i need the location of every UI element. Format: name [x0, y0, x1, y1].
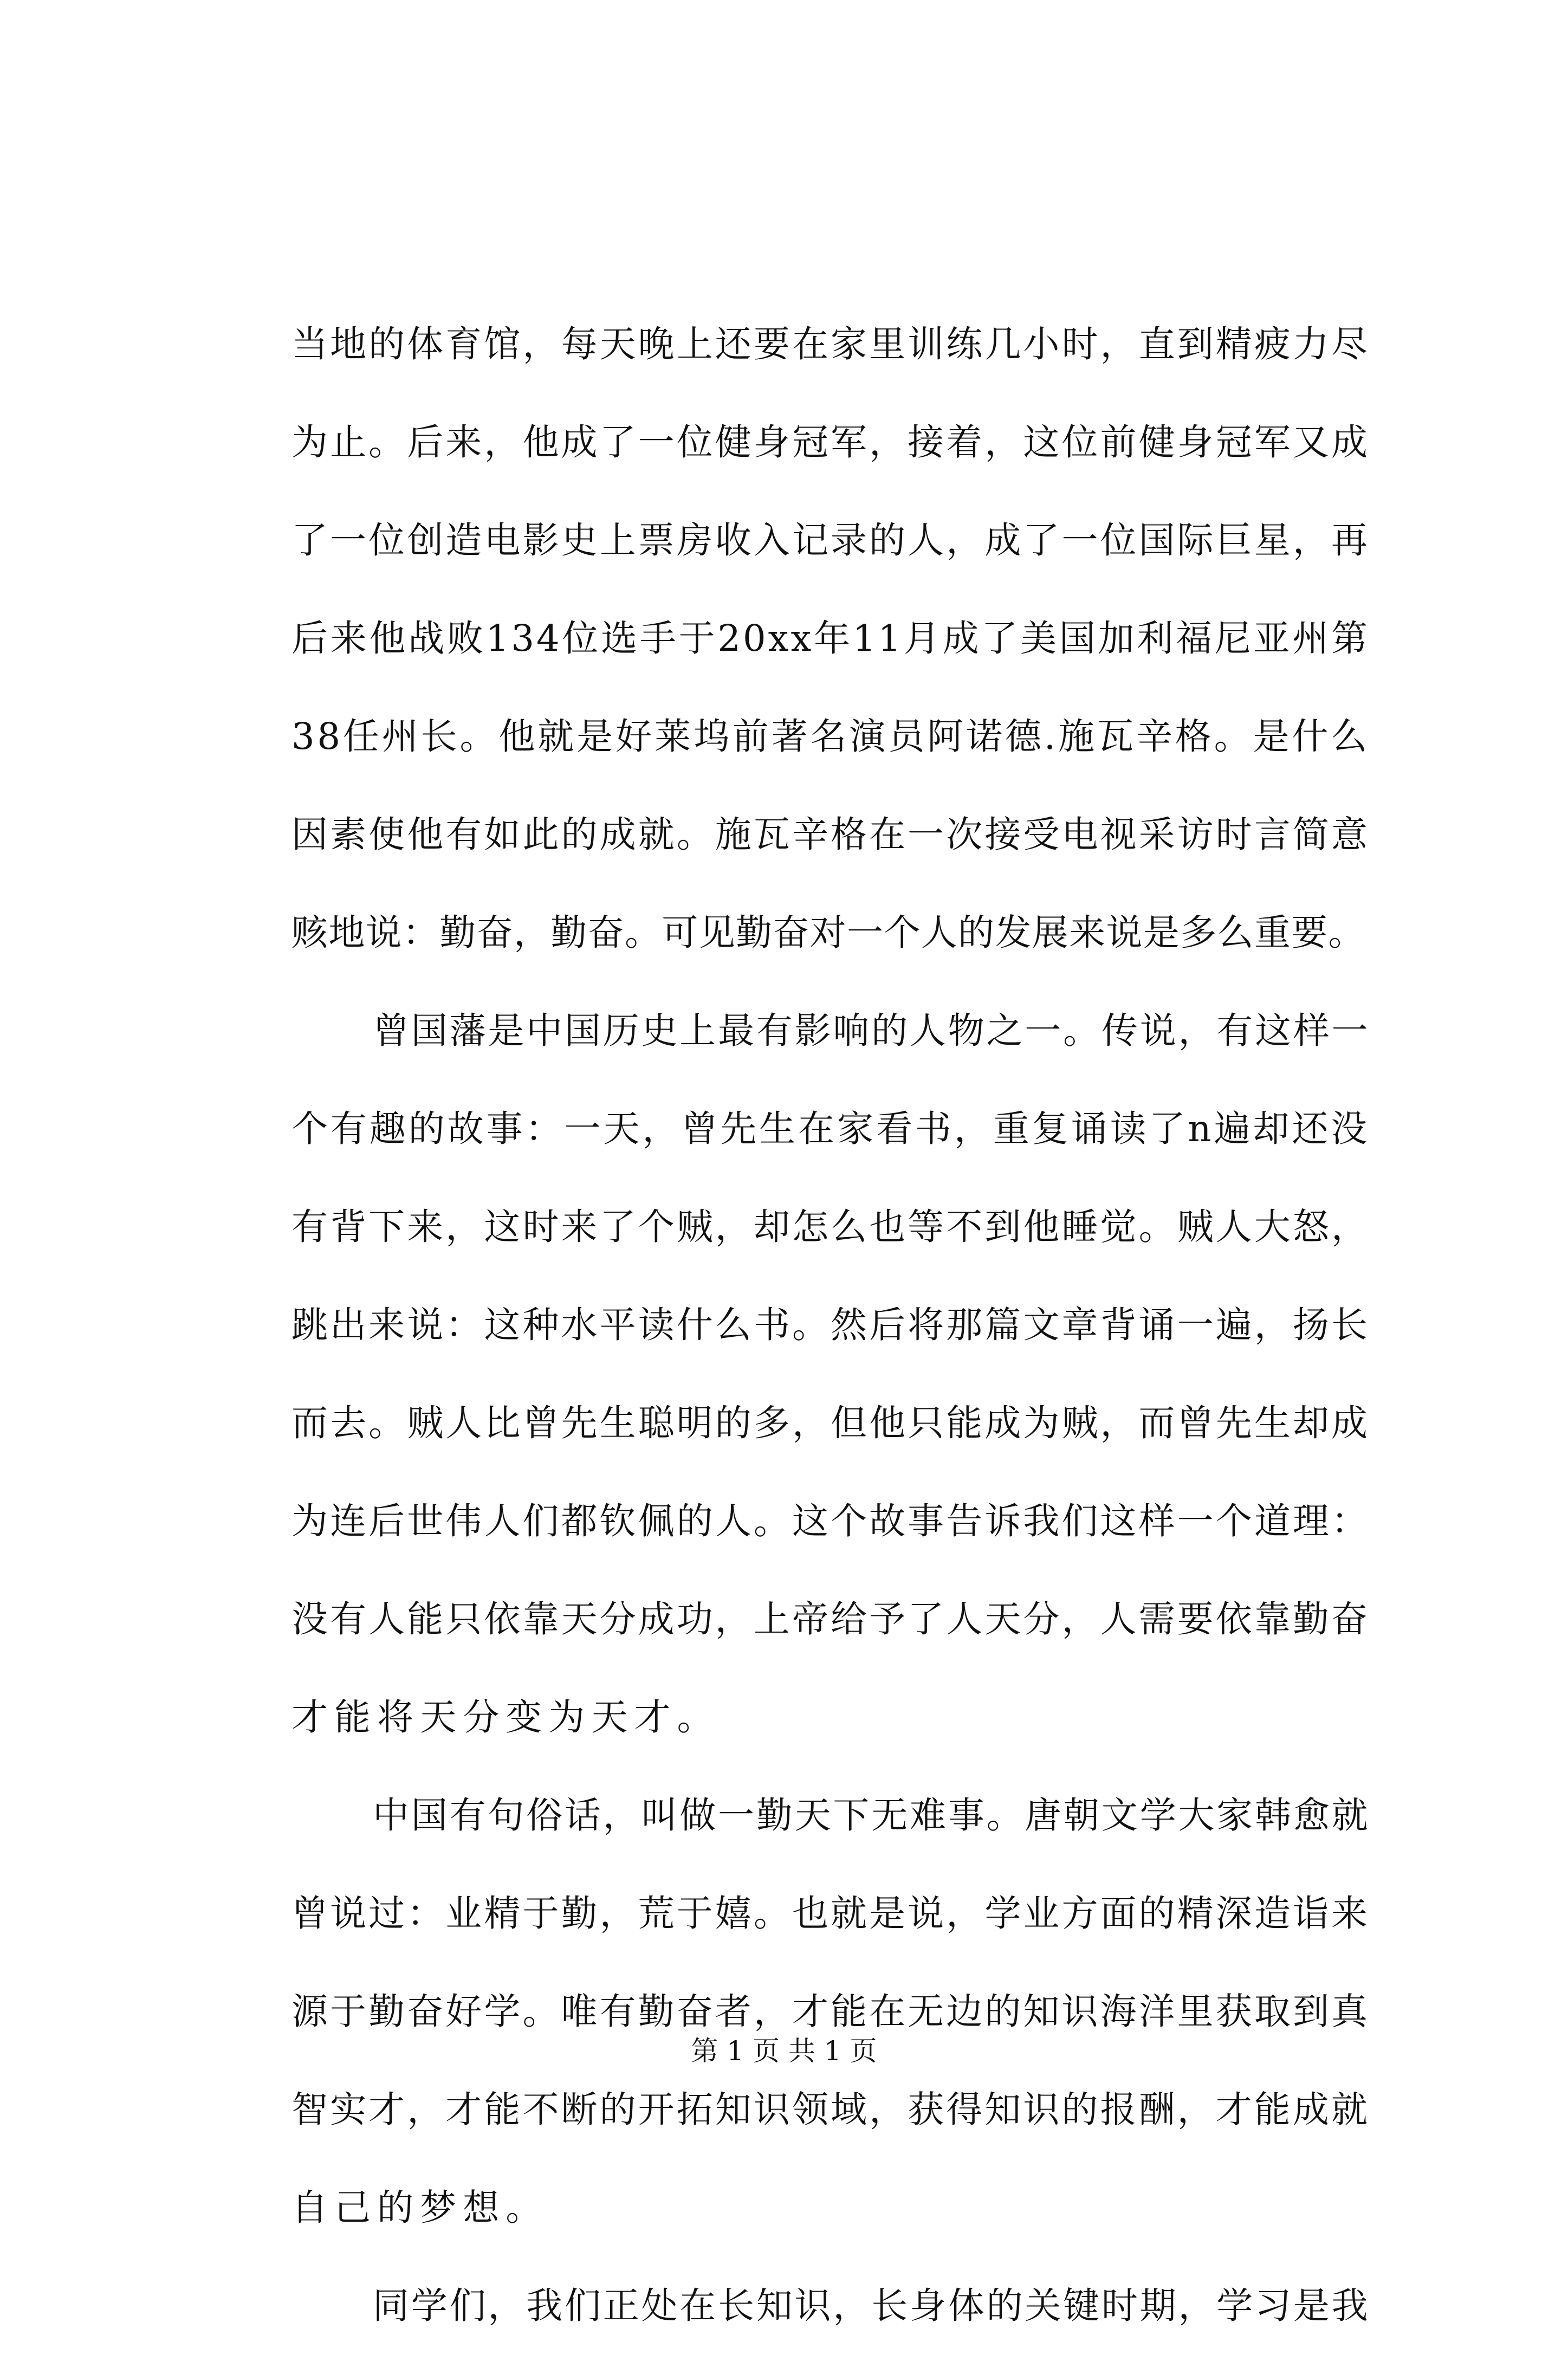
page-footer: 第 1 页 共 1 页 [691, 2035, 877, 2067]
text-line: 自己的梦想。 [291, 2186, 549, 2229]
text-line: 有背下来，这时来了个贼，却怎么也等不到他睡觉。贼人大怒， [291, 1206, 1370, 1248]
text-line: 跳出来说：这种水平读什么书。然后将那篇文章背诵一遍，扬长 [291, 1304, 1370, 1346]
text-line: 没有人能只依靠天分成功，上帝给予了人天分，人需要依靠勤奋 [291, 1598, 1370, 1640]
text-line: 同学们，我们正处在长知识，长身体的关键时期，学习是我 [373, 2285, 1370, 2327]
text-line: 为连后世伟人们都钦佩的人。这个故事告诉我们这样一个道理： [291, 1500, 1370, 1542]
text-line: 后来他战败134位选手于20xx年11月成了美国加利福尼亚州第 [291, 617, 1370, 659]
text-line: 为止。后来，他成了一位健身冠军，接着，这位前健身冠军又成 [291, 421, 1370, 463]
text-line: 中国有句俗话，叫做一勤天下无难事。唐朝文学大家韩愈就 [373, 1794, 1370, 1836]
text-line: 曾说过：业精于勤，荒于嬉。也就是说，学业方面的精深造诣来 [291, 1892, 1370, 1935]
text-line: 才能将天分变为天才。 [291, 1696, 720, 1738]
text-line: 38任州长。他就是好莱坞前著名演员阿诺德.施瓦辛格。是什么 [291, 715, 1370, 758]
text-line: 源于勤奋好学。唯有勤奋者，才能在无边的知识海洋里获取到真 [291, 1990, 1370, 2033]
text-line: 而去。贼人比曾先生聪明的多，但他只能成为贼，而曾先生却成 [291, 1402, 1370, 1444]
text-line: 曾国藩是中国历史上最有影响的人物之一。传说，有这样一 [373, 1010, 1370, 1052]
text-line: 了一位创造电影史上票房收入记录的人，成了一位国际巨星，再 [291, 519, 1370, 561]
text-line: 当地的体育馆，每天晚上还要在家里训练几小时，直到精疲力尽 [291, 323, 1370, 365]
text-line: 智实才，才能不断的开拓知识领域，获得知识的报酬，才能成就 [291, 2088, 1370, 2131]
text-line: 赅地说：勤奋，勤奋。可见勤奋对一个人的发展来说是多么重要。 [291, 911, 1365, 954]
text-line: 因素使他有如此的成就。施瓦辛格在一次接受电视采访时言简意 [291, 813, 1370, 856]
text-line: 个有趣的故事：一天，曾先生在家看书，重复诵读了n遍却还没 [291, 1108, 1370, 1150]
